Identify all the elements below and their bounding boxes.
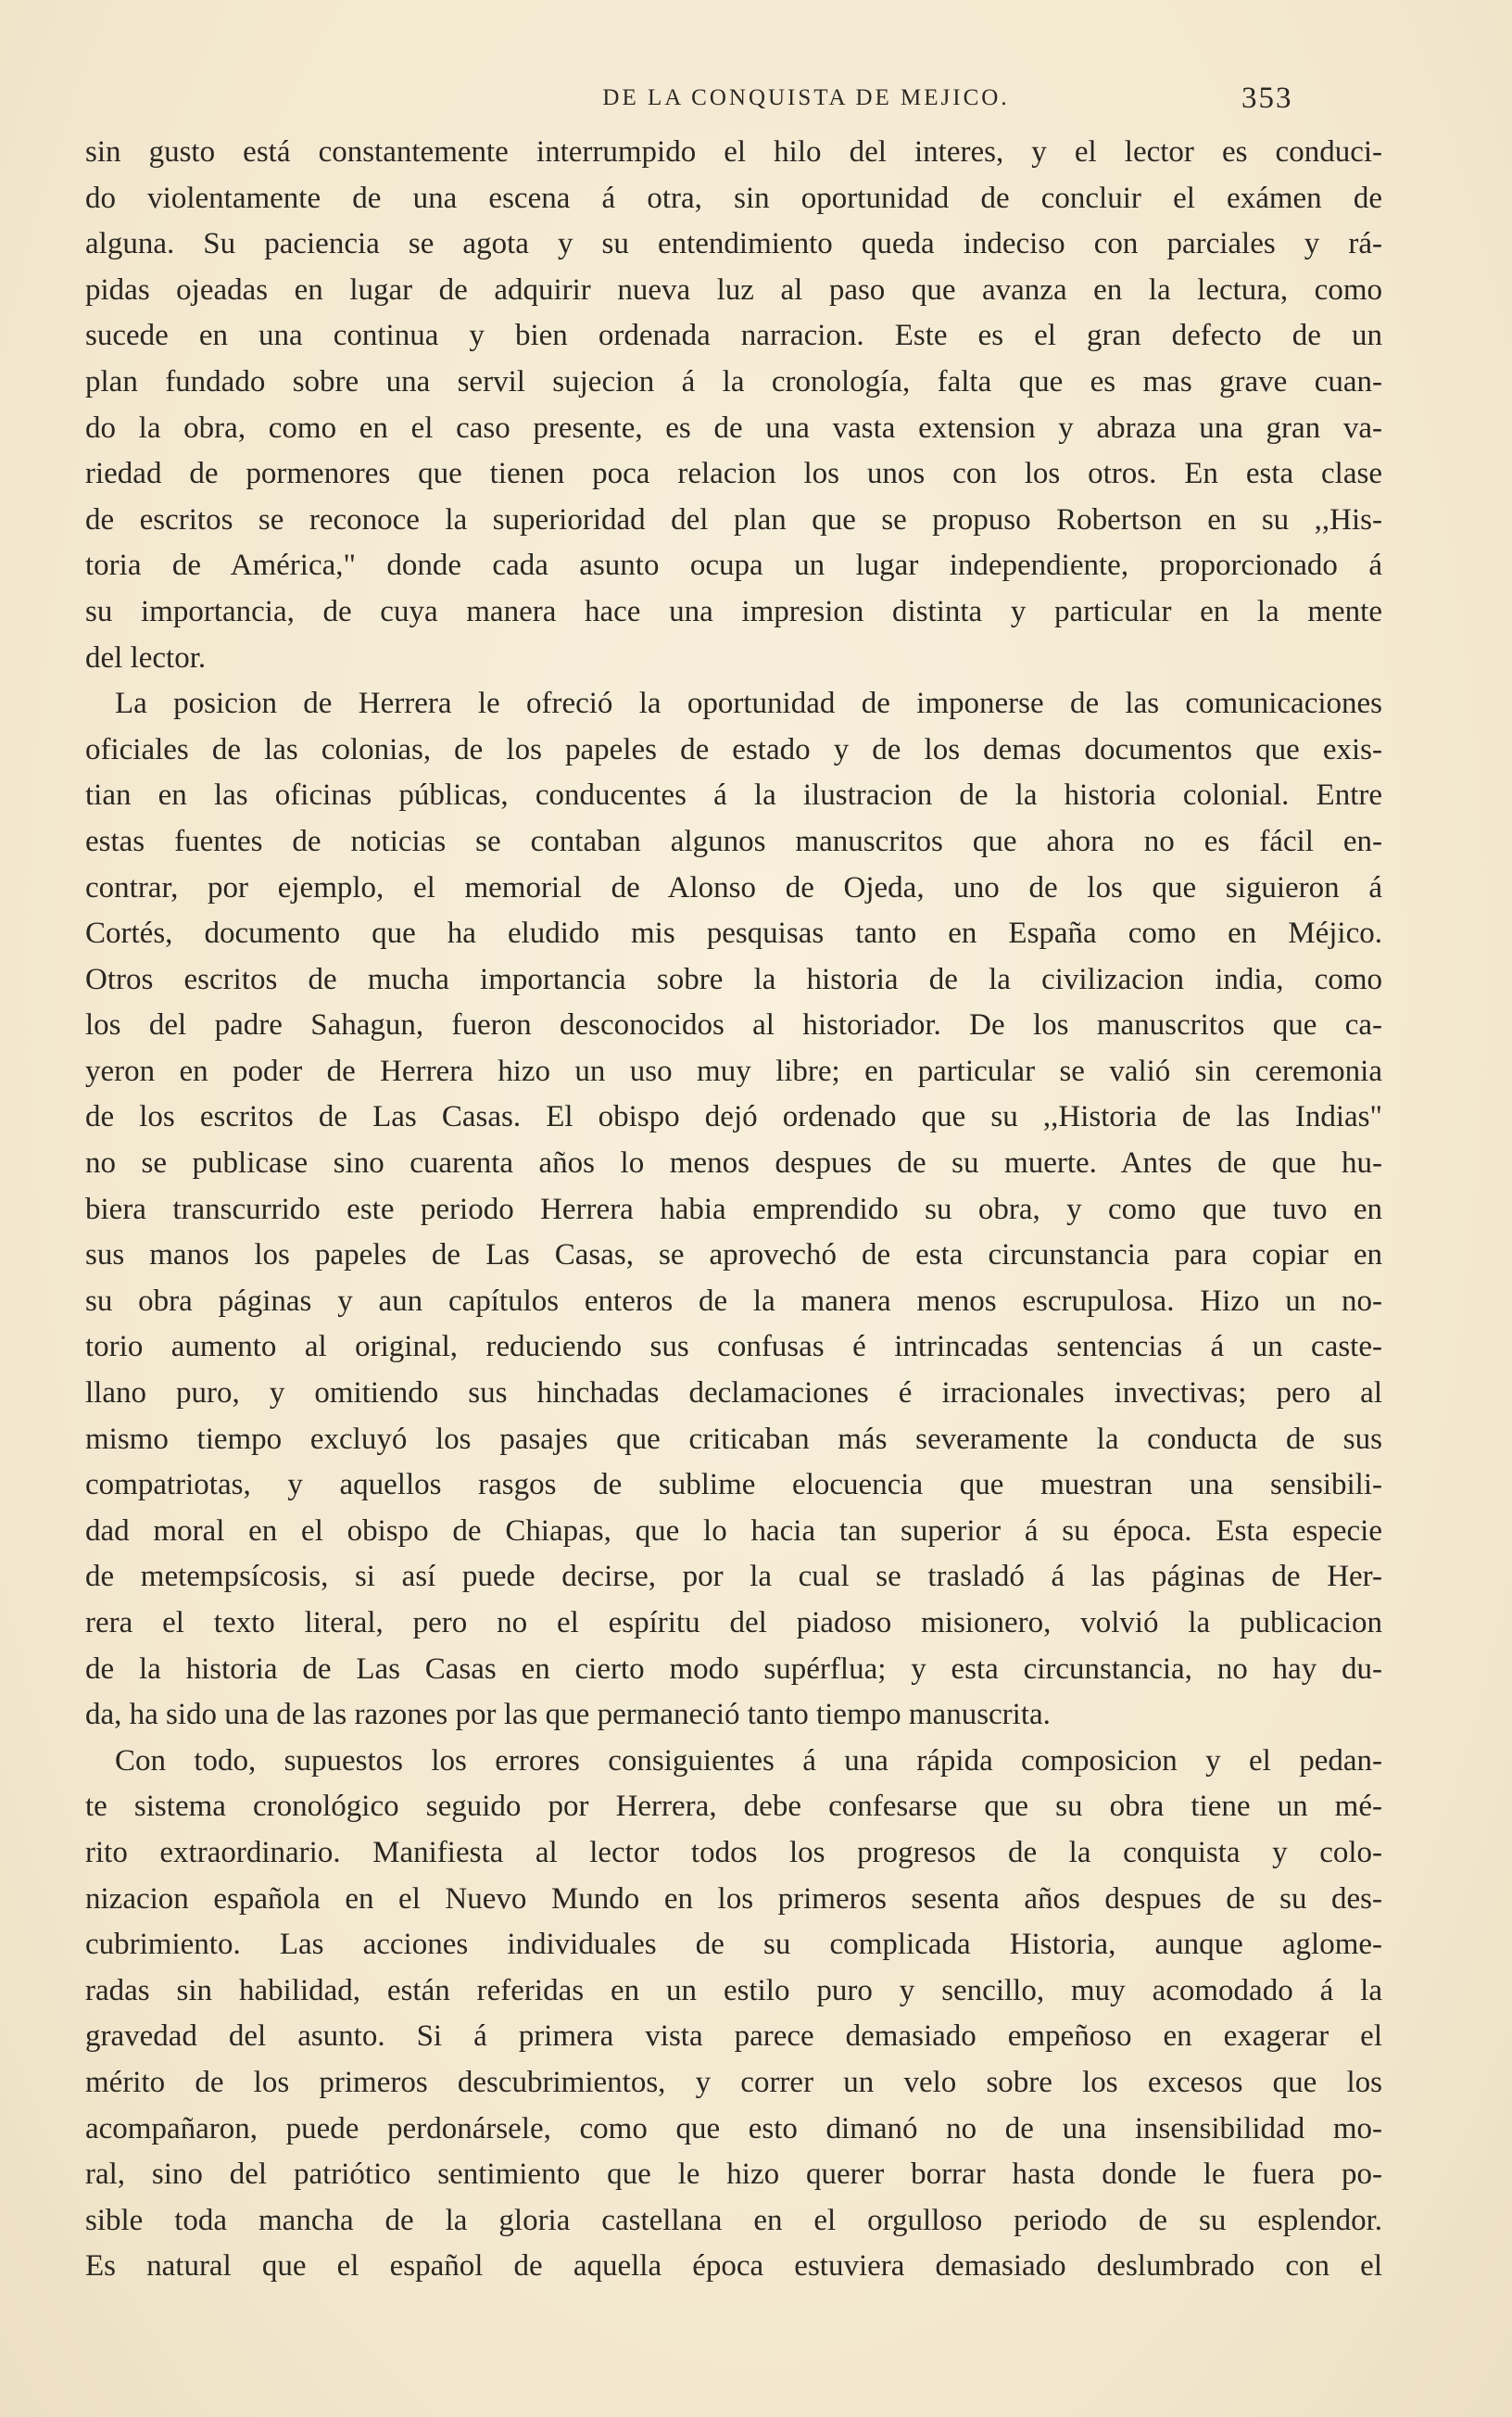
text-line: do violentamente de una escena á otra, sin oportunidad de concluir el exámen de (85, 181, 1382, 215)
text-line: sucede en una continua y bien ordenada narracion. Este es el gran defecto de un (85, 319, 1382, 353)
text-line: compatriotas, y aquellos rasgos de sublime elocuencia que muestran una sensibili- (85, 1468, 1382, 1502)
text-line: pidas ojeadas en lugar de adquirir nueva luz al paso que avanza en la lectura, como (85, 272, 1382, 307)
text-line: de escritos se reconoce la superioridad del plan que se propuso Robertson en su ,,His- (85, 502, 1382, 537)
text-line: La posicion de Herrera le ofreció la oportunidad de imponerse de las comunicaciones (115, 687, 1382, 721)
text-line: los del padre Sahagun, fueron desconocidos al historiador. De los manuscritos que ca- (85, 1008, 1382, 1043)
text-line: alguna. Su paciencia se agota y su entendimiento queda indeciso con parciales y rá- (85, 227, 1382, 261)
text-line: nizacion española en el Nuevo Mundo en los primeros sesenta años despues de su des- (85, 1881, 1382, 1916)
text-line: Con todo, supuestos los errores consiguientes á una rápida composicion y el pedan- (115, 1743, 1382, 1778)
text-line: plan fundado sobre una servil sujecion á la cronología, falta que es mas grave cuan- (85, 364, 1382, 399)
text-line: biera transcurrido este periodo Herrera habia emprendido su obra, y como que tuvo en (85, 1192, 1382, 1226)
text-line: del lector. (85, 640, 207, 675)
text-line: ral, sino del patriótico sentimiento que le hizo querer borrar hasta donde le fuera po- (85, 2158, 1382, 2192)
text-line: sible toda mancha de la gloria castellana en el orgulloso periodo de su esplendor. (85, 2203, 1382, 2237)
text-line: tian en las oficinas públicas, conducentes á la ilustracion de la historia colonial. Entre (85, 778, 1382, 813)
text-line: toria de América," donde cada asunto ocupa un lugar independiente, proporcionado á (85, 549, 1382, 583)
text-line: de metempsícosis, si así puede decirse, por la cual se trasladó á las páginas de Her- (85, 1560, 1382, 1594)
text-line: sus manos los papeles de Las Casas, se aprovechó de esta circunstancia para copiar en (85, 1238, 1382, 1272)
text-line: mérito de los primeros descubrimientos, y correr un velo sobre los excesos que los (85, 2065, 1382, 2099)
text-line: Es natural que el español de aquella época estuviera demasiado deslumbrado con el (85, 2249, 1382, 2284)
text-line: cubrimiento. Las acciones individuales de su complicada Historia, aunque aglome- (85, 1928, 1382, 1962)
text-line: no se publicase sino cuarenta años lo menos despues de su muerte. Antes de que hu- (85, 1146, 1382, 1181)
text-line: acompañaron, puede perdonársele, como que esto dimanó no de una insensibilidad mo- (85, 2111, 1382, 2145)
text-line: sin gusto está constantemente interrumpido el hilo del interes, y el lector es conduci- (85, 135, 1382, 169)
text-line: gravedad del asunto. Si á primera vista parece demasiado empeñoso en exagerar el (85, 2019, 1382, 2054)
text-line: te sistema cronológico seguido por Herrera, debe confesarse que su obra tiene un mé- (85, 1790, 1382, 1824)
text-line: su importancia, de cuya manera hace una impresion distinta y particular en la mente (85, 594, 1382, 628)
body-text (85, 130, 1382, 2290)
text-line: su obra páginas y aun capítulos enteros de la manera menos escrupulosa. Hizo un no- (85, 1284, 1382, 1318)
text-line: mismo tiempo excluyó los pasajes que criticaban más severamente la conducta de sus (85, 1422, 1382, 1456)
text-line: llano puro, y omitiendo sus hinchadas declamaciones é irracionales invectivas; pero al (85, 1376, 1382, 1411)
text-line: estas fuentes de noticias se contaban algunos manuscritos que ahora no es fácil en- (85, 824, 1382, 858)
text-line: dad moral en el obispo de Chiapas, que lo hacia tan superior á su época. Esta especie (85, 1513, 1382, 1548)
text-line: radas sin habilidad, están referidas en un estilo puro y sencillo, muy acomodado á la (85, 1973, 1382, 2007)
text-line: de los escritos de Las Casas. El obispo dejó ordenado que su ,,Historia de las Indias" (85, 1100, 1382, 1134)
text-line: da, ha sido una de las razones por las que permaneció tanto tiempo manuscrita. (85, 1698, 1051, 1732)
running-header (0, 82, 1512, 122)
text-line: contrar, por ejemplo, el memorial de Alonso de Ojeda, uno de los que siguieron á (85, 870, 1382, 905)
running-title: DE LA CONQUISTA DE MEJICO. (602, 85, 1010, 110)
text-line: de la historia de Las Casas en cierto modo supérflua; y esta circunstancia, no hay du- (85, 1651, 1382, 1686)
text-line: yeron en poder de Herrera hizo un uso muy libre; en particular se valió sin ceremonia (85, 1054, 1382, 1088)
text-line: Otros escritos de mucha importancia sobre la historia de la civilizacion india, como (85, 962, 1382, 996)
text-line: Cortés, documento que ha eludido mis pesquisas tanto en España como en Méjico. (85, 917, 1382, 951)
text-line: oficiales de las colonias, de los papeles de estado y de los demas documentos que exis- (85, 732, 1382, 766)
text-line: torio aumento al original, reduciendo sus confusas é intrincadas sentencias á un caste- (85, 1330, 1382, 1364)
text-line: rera el texto literal, pero no el espíritu del piadoso misionero, volvió la publicacion (85, 1606, 1382, 1639)
page-number: 353 (1241, 82, 1293, 115)
text-line: rito extraordinario. Manifiesta al lector todos los progresos de la conquista y colo- (85, 1835, 1382, 1869)
text-line: riedad de pormenores que tienen poca relacion los unos con los otros. En esta clase (85, 457, 1382, 491)
text-line: do la obra, como en el caso presente, es de una vasta extension y abraza una gran va- (85, 411, 1382, 445)
